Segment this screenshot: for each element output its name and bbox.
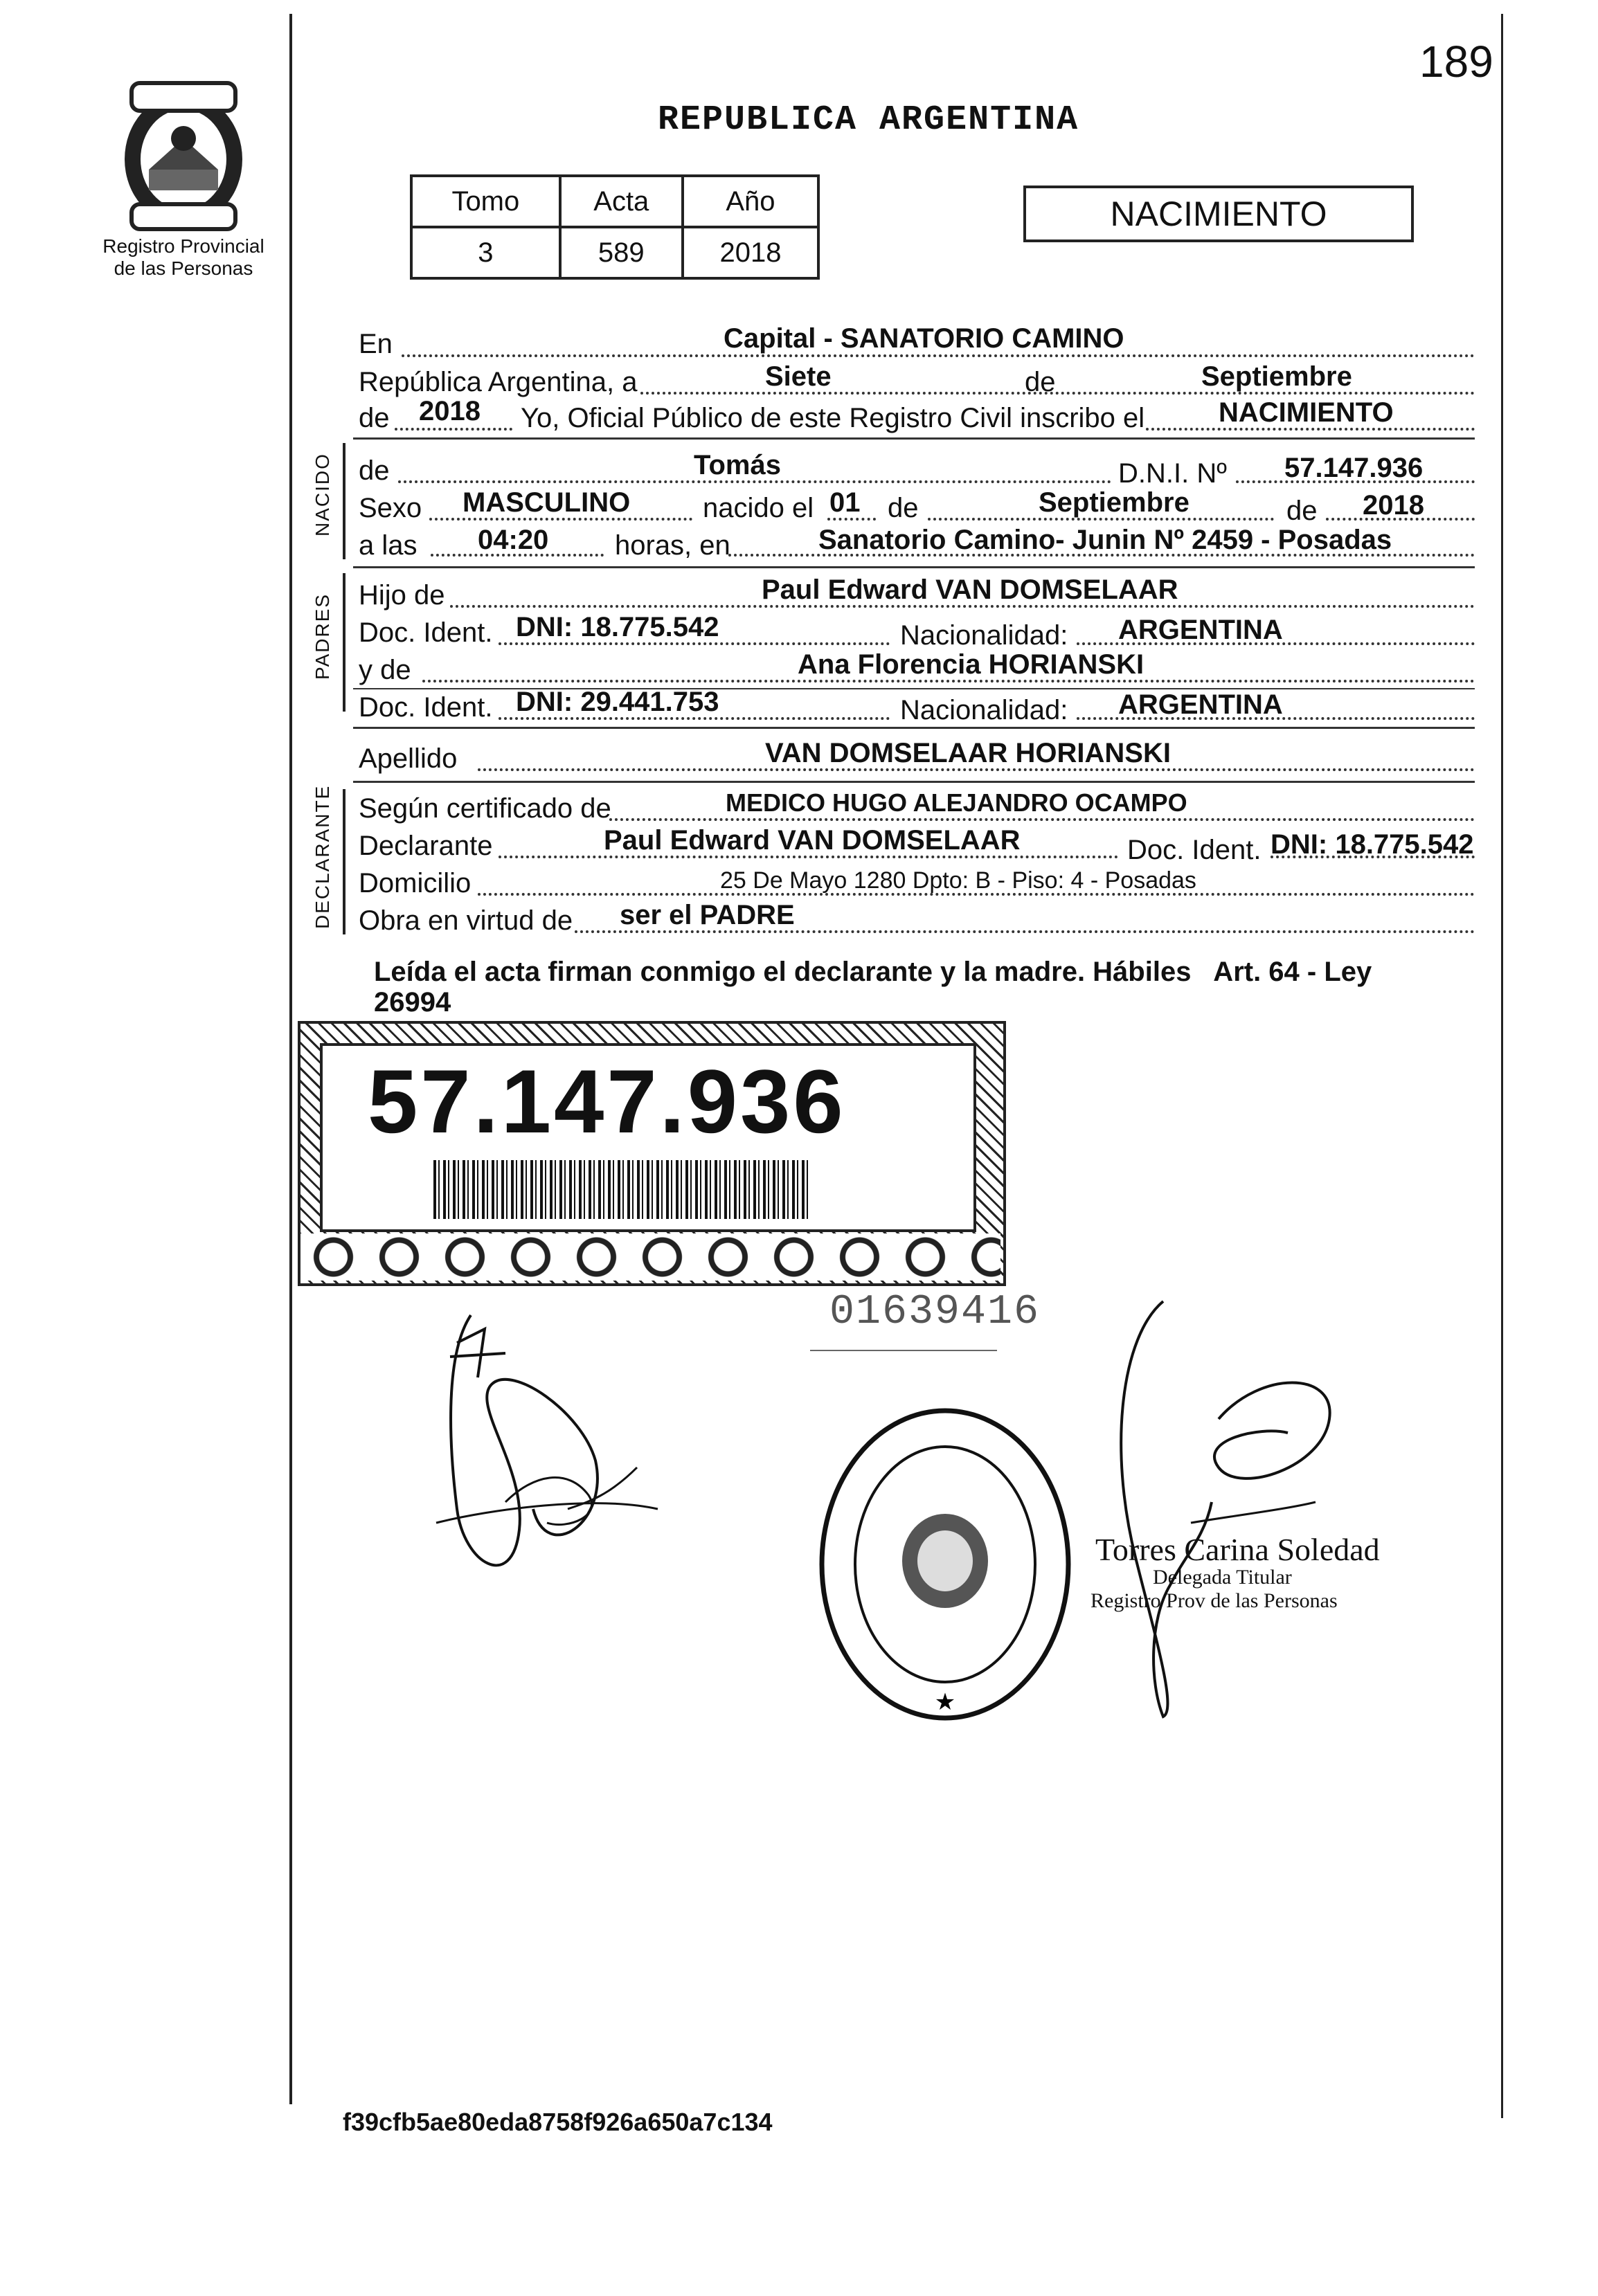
dni-label: D.N.I. Nº bbox=[1118, 458, 1227, 489]
left-signature bbox=[429, 1301, 679, 1634]
certificado-label: Según certificado de bbox=[359, 793, 611, 824]
serial-underline bbox=[810, 1350, 997, 1351]
hijo-de-label: Hijo de bbox=[359, 580, 445, 611]
nacido-hora: 04:20 bbox=[478, 525, 549, 555]
inscribo-label: Yo, Oficial Público de este Registro Civil inscribo el bbox=[521, 403, 1145, 433]
nacido-dia: 01 bbox=[829, 487, 861, 518]
obra-label: Obra en virtud de bbox=[359, 905, 573, 936]
declarante-label: Declarante bbox=[359, 831, 493, 861]
separator-2 bbox=[353, 566, 1475, 568]
nacido-nombre: Tomás bbox=[694, 450, 781, 480]
mes-value: Septiembre bbox=[1201, 361, 1352, 392]
en-dots bbox=[402, 354, 1475, 357]
republica-dots bbox=[640, 392, 1475, 395]
sticker-barcode bbox=[433, 1160, 811, 1219]
nacido-bracket bbox=[343, 443, 345, 559]
padres-section-label: PADRES bbox=[312, 593, 333, 680]
sexo-label: Sexo bbox=[359, 493, 422, 523]
nacido-dni: 57.147.936 bbox=[1284, 453, 1424, 483]
right-margin-line bbox=[1501, 14, 1503, 2118]
padre-name: Paul Edward VAN DOMSELAAR bbox=[762, 575, 1178, 605]
obra-value: ser el PADRE bbox=[620, 900, 795, 930]
signer-role: Delegada Titular bbox=[1153, 1566, 1292, 1589]
separator-5 bbox=[353, 781, 1475, 783]
col-tomo: Tomo bbox=[411, 176, 560, 227]
nacido-mes: Septiembre bbox=[1039, 487, 1189, 518]
nacido-section-label: NACIDO bbox=[312, 453, 333, 536]
signer-name: Torres Carina Soledad bbox=[1095, 1532, 1380, 1567]
tomo-value: 3 bbox=[411, 227, 560, 278]
nacido-de-label-2: de bbox=[888, 493, 919, 523]
col-acta: Acta bbox=[560, 176, 683, 227]
padre-nac: ARGENTINA bbox=[1118, 615, 1283, 645]
closing-line-1: Leída el acta firman conmigo el declarante y la madre. Hábiles Art. 64 - Ley bbox=[374, 957, 1372, 987]
nacido-lugar: Sanatorio Camino- Junin Nº 2459 - Posadas bbox=[818, 525, 1392, 555]
obra-dots bbox=[575, 930, 1475, 933]
svg-text:★: ★ bbox=[934, 1688, 956, 1716]
declarante-doc-dots bbox=[1271, 856, 1475, 858]
declarante-section-label: DECLARANTE bbox=[312, 784, 333, 929]
acta-table bbox=[410, 174, 820, 280]
inscribo-value: NACIMIENTO bbox=[1219, 397, 1394, 428]
padre-doc-label: Doc. Ident. bbox=[359, 617, 493, 648]
sticker-pattern-band bbox=[300, 1233, 1000, 1281]
dia-dots bbox=[827, 518, 876, 521]
madre-doc: DNI: 29.441.753 bbox=[516, 687, 719, 717]
de-label-2: de bbox=[359, 403, 390, 433]
domicilio-value: 25 De Mayo 1280 Dpto: B - Piso: 4 - Posadas bbox=[720, 867, 1196, 894]
madre-name: Ana Florencia HORIANSKI bbox=[798, 649, 1144, 680]
anio-value: 2018 bbox=[683, 227, 818, 278]
certificado-value: MEDICO HUGO ALEJANDRO OCAMPO bbox=[726, 788, 1187, 817]
anio-dots bbox=[395, 428, 512, 431]
page-number: 189 bbox=[1419, 37, 1493, 87]
inscribo-dots bbox=[1146, 428, 1475, 431]
signer-office: Registro Prov de las Personas bbox=[1090, 1589, 1338, 1612]
nacido-anio: 2018 bbox=[1363, 490, 1424, 521]
apellido-label: Apellido bbox=[359, 743, 458, 774]
logo-caption-2: de las Personas bbox=[114, 257, 253, 279]
declarante-dots bbox=[499, 856, 1118, 858]
declarante-doc-label: Doc. Ident. bbox=[1127, 835, 1262, 865]
apellido-value: VAN DOMSELAAR HORIANSKI bbox=[765, 738, 1171, 768]
mes-dots bbox=[928, 518, 1274, 521]
y-de-label: y de bbox=[359, 655, 411, 685]
right-signature bbox=[1080, 1294, 1412, 1724]
nombre-dots bbox=[398, 480, 1111, 483]
en-value: Capital - SANATORIO CAMINO bbox=[724, 323, 1124, 354]
certificado-dots bbox=[609, 818, 1475, 821]
left-margin-line bbox=[289, 14, 292, 2104]
col-anio: Año bbox=[683, 176, 818, 227]
madre-nac: ARGENTINA bbox=[1118, 689, 1283, 720]
madre-nac-label: Nacionalidad: bbox=[900, 695, 1068, 725]
separator-1 bbox=[353, 437, 1475, 440]
anio-value-record: 2018 bbox=[419, 396, 481, 426]
nacido-sexo: MASCULINO bbox=[463, 487, 631, 518]
nacido-de-label: de bbox=[359, 455, 390, 486]
closing-line-2: 26994 bbox=[374, 987, 451, 1018]
sexo-dots bbox=[429, 518, 692, 521]
declarante-value: Paul Edward VAN DOMSELAAR bbox=[604, 825, 1021, 856]
padre-doc-dots bbox=[499, 642, 890, 645]
dni-sticker bbox=[298, 1021, 1006, 1286]
declarante-doc: DNI: 18.775.542 bbox=[1271, 829, 1474, 860]
nacido-de-label-3: de bbox=[1286, 496, 1318, 526]
separator-4 bbox=[353, 727, 1475, 729]
dia-value: Siete bbox=[765, 361, 832, 392]
a-las-label: a las bbox=[359, 530, 418, 561]
horas-en-label: horas, en bbox=[615, 530, 730, 561]
logo-caption-1: Registro Provincial bbox=[102, 235, 264, 257]
apellido-dots bbox=[478, 768, 1475, 771]
declarante-bracket bbox=[343, 789, 345, 934]
de-label-1: de bbox=[1025, 367, 1056, 397]
act-type: NACIMIENTO bbox=[1110, 195, 1327, 233]
acta-value: 589 bbox=[560, 227, 683, 278]
padre-doc: DNI: 18.775.542 bbox=[516, 612, 719, 642]
serial-number: 01639416 bbox=[829, 1289, 1041, 1336]
madre-doc-label: Doc. Ident. bbox=[359, 692, 493, 723]
madre-dots bbox=[422, 680, 1475, 683]
sticker-dni-number: 57.147.936 bbox=[368, 1051, 846, 1152]
domicilio-label: Domicilio bbox=[359, 868, 472, 898]
padre-nac-label: Nacionalidad: bbox=[900, 620, 1068, 651]
padres-bracket bbox=[343, 573, 345, 712]
document-title: REPUBLICA ARGENTINA bbox=[658, 100, 1079, 140]
en-label: En bbox=[359, 329, 393, 359]
registry-seal bbox=[817, 1405, 1073, 1724]
padre-dots bbox=[450, 605, 1475, 608]
act-type-box bbox=[1023, 186, 1414, 242]
document-hash: f39cfb5ae80eda8758f926a650a7c134 bbox=[343, 2108, 773, 2136]
republica-label: República Argentina, a bbox=[359, 367, 638, 397]
nacido-el-label: nacido el bbox=[703, 493, 814, 523]
madre-doc-dots bbox=[499, 717, 890, 720]
sticker-inner bbox=[320, 1043, 976, 1232]
province-logo bbox=[111, 73, 256, 232]
